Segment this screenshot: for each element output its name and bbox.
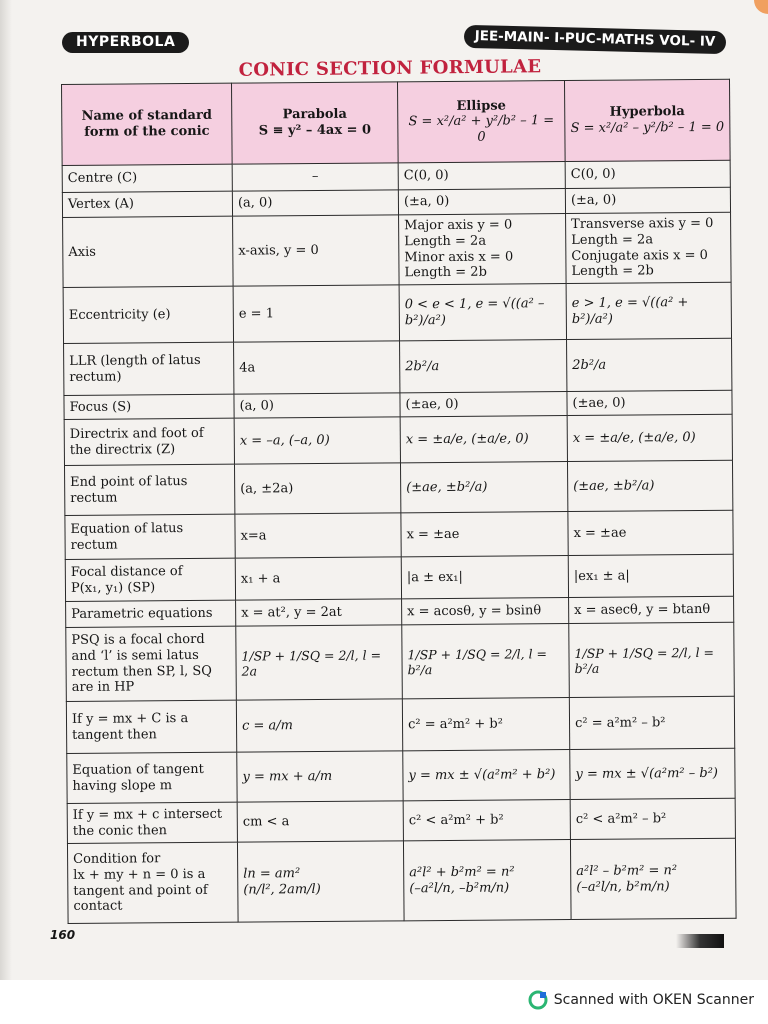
condition-label-l2: lx + my + n = 0 is a	[73, 866, 206, 883]
row-label: Parametric equations	[66, 600, 236, 627]
chapter-label: HYPERBOLA	[62, 32, 189, 53]
row-label: Centre (C)	[62, 164, 232, 192]
formula-table-wrapper	[61, 79, 736, 924]
parabola-contact-point: (n/l², 2am/l)	[243, 881, 321, 898]
scan-artifact	[676, 934, 724, 948]
cell-hyperbola: (±a, 0)	[565, 187, 730, 213]
cell-parabola: x=a	[235, 513, 401, 558]
cell-parabola: (a, ±2a)	[234, 463, 400, 514]
hyperbola-axis-l1: Transverse axis y = 0	[571, 216, 714, 233]
cell-parabola: –	[232, 163, 398, 191]
row-label: Eccentricity (e)	[63, 286, 233, 343]
table-row-eq-latus	[65, 510, 733, 559]
header-parabola-name: Parabola	[282, 107, 347, 123]
cell-hyperbola: C(0, 0)	[565, 160, 730, 188]
cell-hyperbola	[566, 212, 732, 283]
row-label	[66, 700, 236, 753]
focal-label-l2: P(x₁, y₁) (SP)	[70, 579, 156, 596]
cell-hyperbola: (±ae, ±b²/a)	[567, 460, 732, 511]
row-label	[65, 514, 235, 559]
table-row-tangent-eq	[67, 748, 735, 803]
cell-ellipse: |a ± ex₁|	[401, 556, 568, 599]
cell-parabola: (a, 0)	[232, 190, 398, 216]
header-conic-name	[62, 83, 233, 165]
cell-parabola: e = 1	[233, 285, 399, 342]
table-row-intersect	[67, 798, 735, 843]
focal-label-l1: Focal distance of	[70, 563, 183, 580]
scanner-watermark	[528, 990, 754, 1010]
row-label	[64, 464, 234, 515]
row-label: Focus (S)	[64, 394, 234, 419]
header-ellipse-eq: S = x²/a² + y²/b² – 1 = 0	[408, 113, 555, 145]
hyperbola-axis-l3: Conjugate axis x = 0	[571, 247, 708, 264]
cell-ellipse: y = mx ± √(a²m² + b²)	[403, 750, 570, 801]
cell-hyperbola: c² < a²m² – b²	[570, 798, 735, 839]
cell-parabola: x₁ + a	[235, 557, 401, 600]
cell-ellipse: (±ae, 0)	[400, 392, 567, 417]
cell-parabola: c = a/m	[236, 699, 402, 752]
page-title: CONIC SECTION FORMULAE	[238, 56, 542, 81]
row-label	[67, 752, 237, 803]
condition-label-l3: tangent and point of	[73, 882, 208, 899]
row-label: Axis	[63, 216, 234, 287]
cell-parabola: 4a	[234, 341, 400, 394]
header-conic-name-l2: form of the conic	[84, 123, 210, 140]
header-parabola	[231, 82, 398, 164]
table-row-eccentricity	[63, 282, 731, 343]
ellipse-axis-l2: Length = 2a	[404, 233, 487, 250]
cell-ellipse: c² < a²m² + b²	[403, 800, 570, 841]
row-label	[66, 626, 237, 701]
cell-parabola: (a, 0)	[234, 393, 400, 418]
header-parabola-eq: S ≡ y² – 4ax = 0	[258, 122, 372, 139]
cell-parabola: cm < a	[237, 801, 403, 842]
ellipse-contact-point: (–a²l/n, –b²m/n)	[409, 880, 510, 896]
table-header-row	[62, 79, 731, 165]
llr-label-l1: LLR (length of latus	[69, 352, 201, 369]
cell-ellipse: 2b²/a	[400, 340, 567, 393]
hyperbola-axis-l4: Length = 2b	[571, 263, 654, 280]
row-label	[64, 342, 234, 395]
cell-hyperbola: |ex₁ ± a|	[568, 554, 733, 597]
cell-ellipse: C(0, 0)	[398, 162, 565, 190]
cell-ellipse: (±ae, ±b²/a)	[400, 462, 567, 513]
ellipse-axis-l3: Minor axis x = 0	[404, 248, 514, 265]
table-row-focal-distance	[65, 554, 733, 601]
page-shadow	[0, 0, 12, 980]
directrix-label-l1: Directrix and foot of	[69, 425, 204, 442]
psq-label-l2: and ‘l’ is semi latus	[71, 647, 199, 664]
llr-label-l2: rectum)	[69, 369, 122, 385]
header-conic-name-l1: Name of standard	[81, 108, 212, 125]
cell-hyperbola: y = mx ± √(a²m² – b²)	[570, 748, 735, 799]
row-label	[67, 802, 237, 843]
cell-hyperbola: x = ±ae	[568, 510, 733, 555]
header-hyperbola-eq: S = x²/a² – y²/b² – 1 = 0	[570, 119, 725, 136]
intersect-label-l2: the conic then	[72, 822, 168, 839]
psq-label-l1: PSQ is a focal chord	[71, 632, 205, 649]
intersect-label-l1: If y = mx + c intersect	[72, 806, 223, 823]
cell-hyperbola: 1/SP + 1/SQ = 2/l, l = b²/a	[569, 622, 735, 697]
table-row-condition	[67, 838, 736, 923]
ellipse-axis-l4: Length = 2b	[404, 264, 487, 281]
cell-ellipse	[403, 840, 571, 921]
oken-scanner-icon	[528, 990, 548, 1010]
header-hyperbola	[564, 79, 730, 161]
formula-table	[61, 79, 737, 924]
cell-ellipse: x = ±ae	[401, 512, 568, 557]
row-label	[67, 842, 238, 923]
psq-label-l3: rectum then SP, l, SQ	[71, 663, 212, 680]
cell-hyperbola: x = asecθ, y = btanθ	[569, 596, 734, 623]
cell-hyperbola: c² = a²m² – b²	[569, 696, 734, 749]
cell-ellipse: x = acosθ, y = bsinθ	[402, 598, 569, 625]
table-row-directrix	[64, 414, 732, 465]
hyperbola-contact-point: (–a²l/n, b²m/n)	[576, 878, 670, 895]
ellipse-condition-eq: a²l² + b²m² = n²	[409, 864, 515, 881]
cell-parabola: x = at², y = 2at	[236, 599, 402, 626]
psq-label-l4: are in HP	[71, 679, 135, 696]
cell-parabola: y = mx + a/m	[237, 751, 403, 802]
condition-label-l4: contact	[73, 898, 123, 915]
row-label	[65, 558, 235, 601]
table-row-psq	[66, 622, 735, 701]
row-label	[64, 418, 234, 465]
end-point-label-l2: rectum	[70, 490, 118, 506]
tangent-eq-label-l1: Equation of tangent	[72, 761, 204, 778]
cell-hyperbola: x = ±a/e, (±a/e, 0)	[567, 414, 732, 461]
header-ellipse-name: Ellipse	[456, 98, 506, 114]
tangent-c-label-l1: If y = mx + C is a	[71, 710, 189, 727]
condition-label-l1: Condition for	[73, 851, 161, 868]
tangent-eq-label-l2: having slope m	[72, 777, 173, 794]
cell-ellipse: c² = a²m² + b²	[402, 698, 569, 751]
watermark-text: Scanned with OKEN Scanner	[553, 992, 754, 1008]
corner-mark	[754, 0, 768, 14]
table-row-llr	[64, 338, 732, 395]
hyperbola-condition-eq: a²l² – b²m² = n²	[576, 863, 678, 879]
ellipse-axis-l1: Major axis y = 0	[404, 217, 513, 234]
cell-hyperbola	[570, 838, 736, 919]
parabola-condition-eq: ln = am²	[243, 866, 301, 882]
directrix-label-l2: the directrix (Z)	[69, 441, 176, 458]
row-label: Vertex (A)	[62, 191, 232, 217]
table-row-axis	[63, 212, 732, 287]
header-ellipse	[397, 81, 565, 163]
end-point-label-l1: End point of latus	[70, 473, 188, 490]
table-row-tangent-c	[66, 696, 734, 753]
series-label: JEE-MAIN- I-PUC-MATHS VOL- IV	[464, 25, 726, 54]
eq-latus-label-l1: Equation of latus	[70, 520, 184, 537]
table-row-end-point	[64, 460, 732, 515]
cell-hyperbola: 2b²/a	[567, 338, 732, 391]
cell-hyperbola: (±ae, 0)	[567, 390, 732, 415]
cell-parabola	[237, 841, 404, 922]
cell-ellipse: (±a, 0)	[398, 189, 565, 215]
cell-ellipse: 1/SP + 1/SQ = 2/l, l = b²/a	[402, 624, 570, 699]
cell-parabola: x = –a, (–a, 0)	[234, 417, 400, 464]
hyperbola-axis-l2: Length = 2a	[571, 232, 654, 248]
header-hyperbola-name: Hyperbola	[609, 104, 685, 121]
cell-hyperbola: e > 1, e = √((a² + b²)/a²)	[566, 282, 731, 339]
cell-ellipse	[399, 214, 567, 285]
cell-ellipse: 0 < e < 1, e = √((a² – b²)/a²)	[399, 284, 566, 341]
cell-parabola: x-axis, y = 0	[233, 215, 400, 286]
page-number: 160	[50, 928, 76, 942]
cell-parabola: 1/SP + 1/SQ = 2/l, l = 2a	[236, 625, 403, 700]
tangent-c-label-l2: tangent then	[72, 726, 157, 743]
cell-ellipse: x = ±a/e, (±a/e, 0)	[400, 416, 567, 463]
eq-latus-label-l2: rectum	[70, 537, 118, 553]
